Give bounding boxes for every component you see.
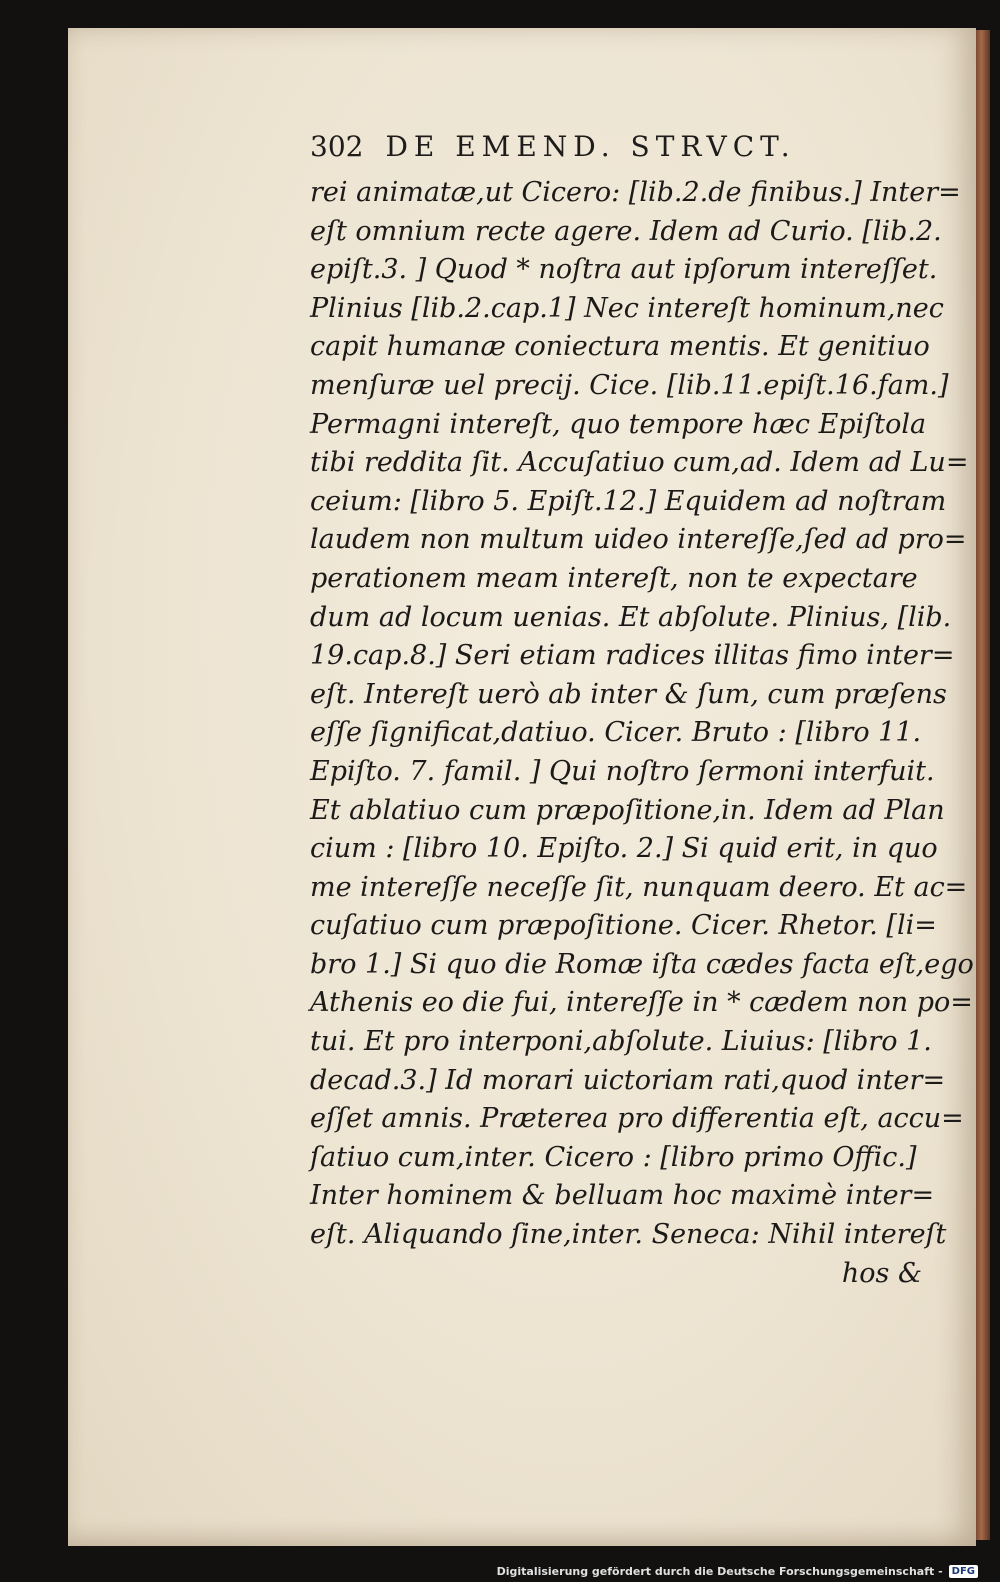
text-line: eſſet amnis. Præterea pro differentia eſt, accu= [310,1103,964,1135]
text-line: bro 1.] Si quo die Romæ iſta cædes facta eſt,ego [310,948,974,980]
text-line: hos & [841,1257,922,1289]
text-line: ceium: [libro 5. Epiſt.12.] Equidem ad noſtram [310,485,947,517]
text-line: eſt omnium recte agere. Idem ad Curio. [lib.2. [310,215,942,247]
text-line: Epiſto. 7. famil. ] Qui noſtro ſermoni interfuit. [310,755,935,787]
text-line: Plinius [lib.2.cap.1] Nec intereſt hominum,nec [310,292,944,324]
text-line: Athenis eo die fui, intereſſe in * cædem non po= [310,987,973,1019]
text-line: perationem meam intereſt, non te expectare [310,562,918,594]
text-line: Permagni intereſt, quo tempore hæc Epiſtola [310,408,927,440]
page-number: 302 [310,130,364,163]
text-line: dum ad locum uenias. Et abſolute. Plinius, [lib. [310,601,952,633]
running-title: DE EMEND. STRVCT. [385,130,796,163]
text-line: me intereſſe neceſſe ſit, nunquam deero. Et ac= [310,871,968,903]
text-line: 19.cap.8.] Seri etiam radices illitas fimo inter= [310,640,955,672]
body-text [310,174,974,1293]
text-line: Et ablatiuo cum præpoſitione,in. Idem ad Plan [310,794,945,826]
digitization-footer [497,1565,978,1578]
text-line: eſt. Aliquando ſine,inter. Seneca: Nihil intereſt [310,1219,947,1251]
text-line: eſſe ſignificat,datiuo. Cicer. Bruto : [libro 11. [310,717,922,749]
text-line: rei animatæ,ut Cicero: [lib.2.de finibus.] Inter= [310,177,961,208]
footer-text: Digitalisierung gefördert durch die Deutsche Forschungsgemeinschaft - [496,1565,943,1578]
book-spine [976,30,990,1540]
text-line: epiſt.3. ] Quod * noſtra aut ipſorum intereſſet. [310,254,938,286]
running-header [310,130,796,163]
text-line: tibi reddita ſit. Accuſatiuo cum,ad. Idem ad Lu= [310,447,969,479]
text-line: capit humanæ coniectura mentis. Et genitiuo [310,331,930,363]
text-line: ſatiuo cum,inter. Cicero : [libro primo Offic.] [310,1141,917,1173]
text-line: menſuræ uel precij. Cice. [lib.11.epiſt.16.fam.] [310,369,949,401]
text-line: Inter hominem & belluam hoc maximè inter= [310,1180,935,1212]
text-line: cium : [libro 10. Epiſto. 2.] Si quid erit, in quo [310,833,938,865]
text-line: laudem non multum uideo intereſſe,ſed ad pro= [310,524,967,556]
dfg-logo-icon: DFG [949,1565,978,1578]
text-line: tui. Et pro interponi,abſolute. Liuius: [libro 1. [310,1026,932,1058]
text-line: eſt. Intereſt uerò ab inter & ſum, cum præſens [310,678,947,710]
text-line: decad.3.] Id morari uictoriam rati,quod inter= [310,1064,946,1096]
text-line: cuſatiuo cum præpoſitione. Cicer. Rhetor. [li= [310,910,937,942]
